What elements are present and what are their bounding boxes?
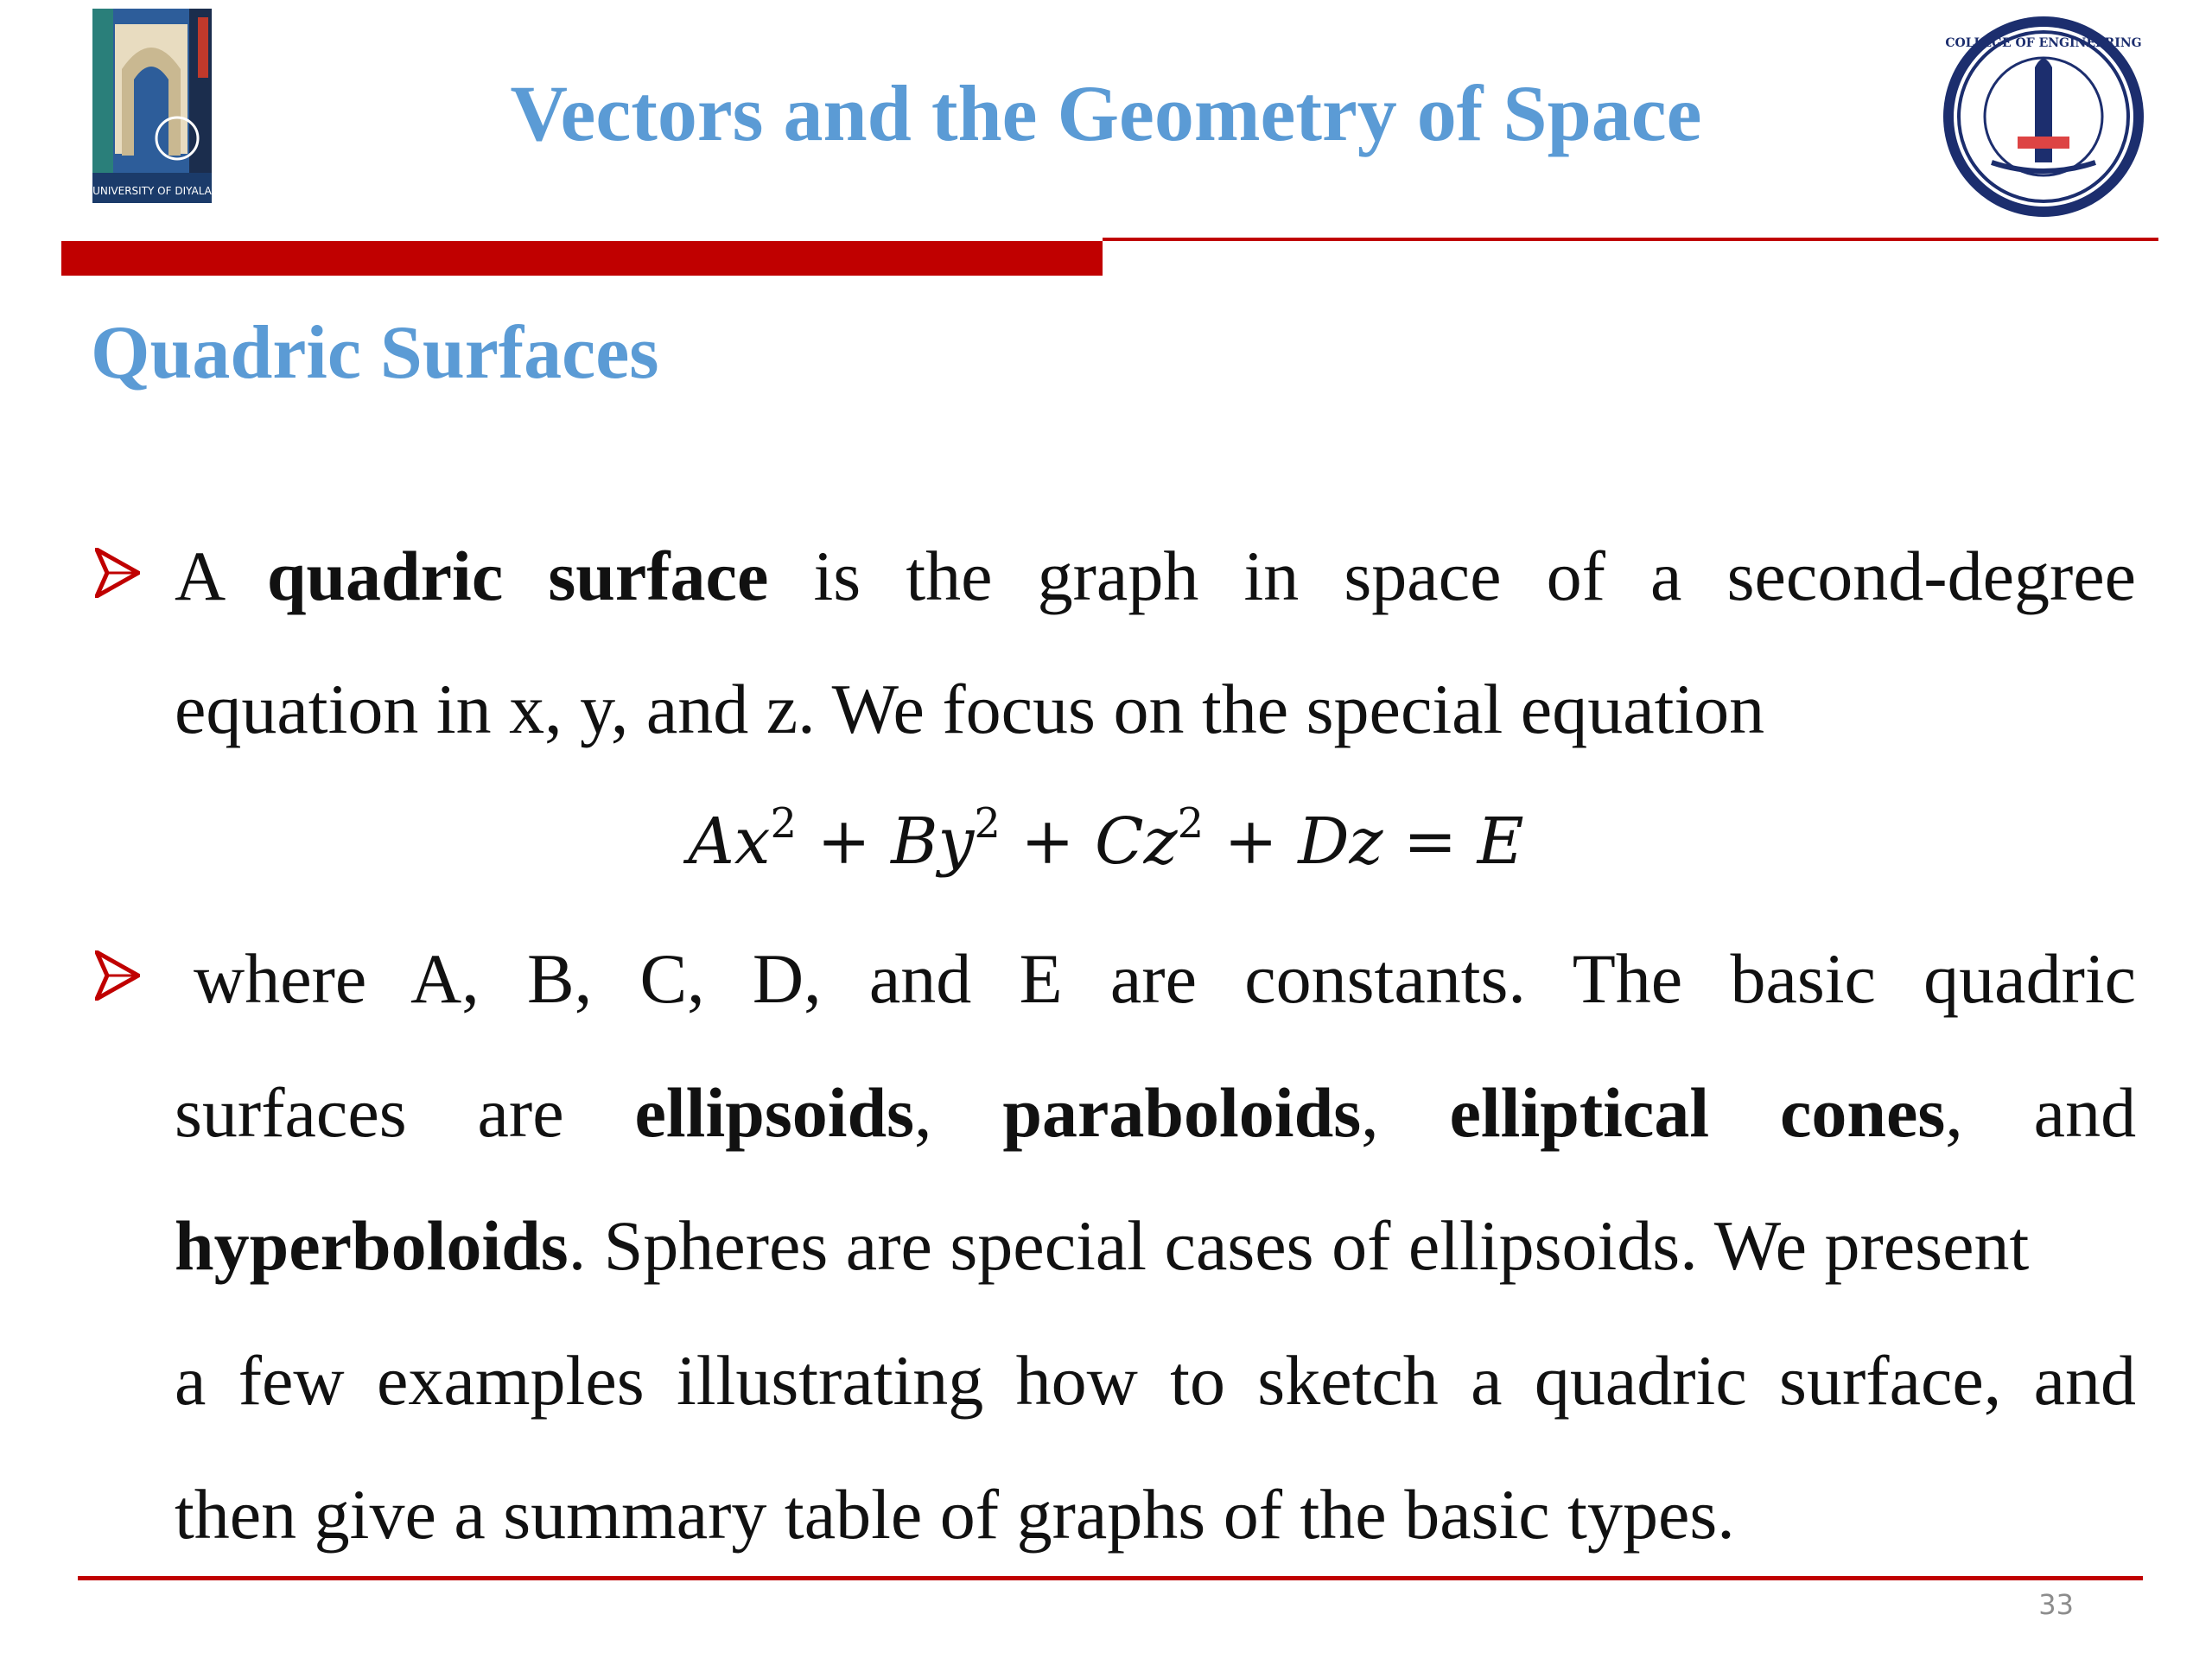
eq-exponent: 2 — [974, 799, 1001, 848]
eq-term-cz: Cz — [1094, 804, 1178, 879]
word: C, — [639, 939, 705, 1018]
eq-exponent: 2 — [1177, 799, 1205, 848]
word: quadric — [1923, 939, 2137, 1018]
eq-exponent: 2 — [770, 799, 798, 848]
word: B, — [527, 939, 593, 1018]
word: and — [868, 939, 972, 1018]
arrow-bullet-icon — [95, 548, 140, 598]
footer-rule — [78, 1576, 2143, 1580]
word: D, — [752, 939, 822, 1018]
term-ellipsoids: ellipsoids — [634, 1073, 915, 1152]
paragraph-2-line-2 — [175, 1070, 2136, 1156]
page-number: 33 — [2038, 1588, 2074, 1621]
comma: , — [1945, 1073, 1963, 1152]
term-group — [634, 1073, 931, 1152]
paragraph-2-line-3 — [175, 1203, 2136, 1289]
word: A, — [410, 939, 480, 1018]
comma: , — [1361, 1073, 1379, 1152]
term-elliptical: elliptical — [1449, 1073, 1710, 1152]
word: The — [1572, 939, 1683, 1018]
header-rule-thin — [1103, 238, 2158, 241]
eq-term-by: By — [891, 804, 975, 879]
word: graph — [1037, 537, 1199, 615]
university-logo — [92, 9, 212, 203]
word: surfaces — [175, 1073, 407, 1152]
paragraph-1-line-2: equation in x, y, and z. We focus on the special equation — [175, 670, 1765, 748]
university-logo-caption: UNIVERSITY OF DIYALA — [92, 185, 212, 197]
arrow-bullet-icon — [95, 950, 140, 1001]
word: a — [1650, 537, 1682, 615]
quadric-equation — [173, 798, 2039, 885]
term-group — [1002, 1073, 1378, 1152]
paragraph-2-line-1 — [194, 936, 2136, 1022]
term-paraboloids: paraboloids — [1002, 1073, 1362, 1152]
word: space — [1344, 537, 1502, 615]
word: are — [477, 1073, 564, 1152]
word: of — [1546, 537, 1605, 615]
comma: , — [914, 1073, 932, 1152]
term-cones: cones — [1779, 1073, 1946, 1152]
paragraph-2-line-3-rest: . Spheres are special cases of ellipsoids. We present — [568, 1206, 2030, 1285]
eq-equals: = — [1403, 804, 1458, 879]
term-group — [1780, 1073, 1963, 1152]
eq-term-dz: Dz — [1298, 804, 1383, 879]
word: constants. — [1244, 939, 1526, 1018]
term-quadric: quadric — [266, 537, 504, 615]
word: second-degree — [1726, 537, 2137, 615]
eq-plus: + — [1224, 804, 1278, 879]
header-rule-thick — [61, 241, 1103, 276]
word: are — [1109, 939, 1197, 1018]
college-seal — [1940, 16, 2147, 219]
term-surface: surface — [548, 537, 769, 615]
word: E — [1019, 939, 1063, 1018]
eq-plus: + — [817, 804, 871, 879]
slide-title: Vectors and the Geometry of Space — [510, 69, 1702, 157]
section-heading: Quadric Surfaces — [91, 311, 659, 395]
word: is — [813, 537, 861, 615]
word: in — [1243, 537, 1300, 615]
word: A — [175, 537, 222, 615]
term-hyperboloids: hyperboloids — [175, 1206, 569, 1285]
eq-plus: + — [1020, 804, 1075, 879]
paragraph-2-line-5: then give a summary table of graphs of the basic types. — [175, 1475, 1735, 1554]
word: basic — [1730, 939, 1876, 1018]
paragraph-2-line-4: a few examples illustrating how to sketch a quadric surface, and — [175, 1341, 2136, 1420]
paragraph-1-line-1 — [175, 533, 2136, 620]
eq-rhs: E — [1477, 804, 1524, 879]
word: and — [2033, 1073, 2137, 1152]
college-seal-text: COLLEGE OF ENGINEERING — [1945, 36, 2142, 50]
eq-term-ax: Ax — [688, 804, 771, 879]
word: where — [194, 939, 367, 1018]
word: the — [906, 537, 993, 615]
